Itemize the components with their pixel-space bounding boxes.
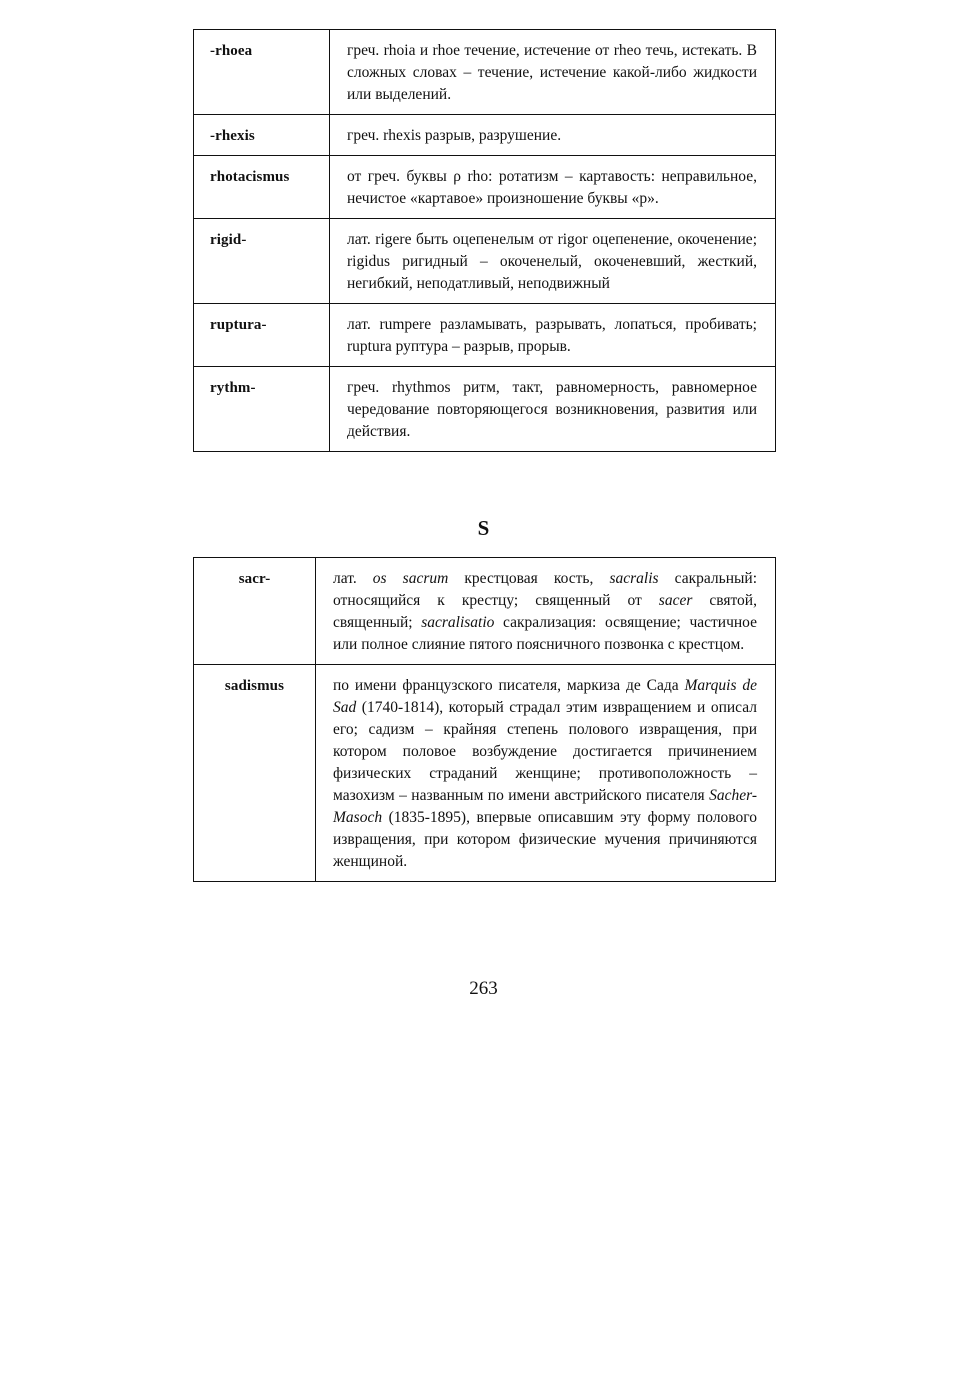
entry-definition: греч. rhoia и rhoe течение, истечение от rheo течь, истекать. В сложных словах – течение, истечение какой-либо жидкости или выделений. bbox=[330, 30, 776, 115]
entry-term: -rhoea bbox=[194, 30, 330, 115]
entry-definition: лат. rigere быть оцепенелым от rigor оцепенение, окоченение; rigidus ригидный – окоченелый, окоченевший, жесткий, негибкий, неподатливый, неподвижный bbox=[330, 219, 776, 304]
table-row bbox=[194, 304, 776, 367]
entry-definition: греч. rhexis разрыв, разрушение. bbox=[330, 115, 776, 156]
entry-term: sacr- bbox=[194, 558, 316, 665]
page-number: 263 bbox=[469, 978, 498, 999]
entry-term: -rhexis bbox=[194, 115, 330, 156]
section-letter: S bbox=[477, 516, 490, 540]
entry-term: ruptura- bbox=[194, 304, 330, 367]
table-row bbox=[194, 115, 776, 156]
entry-term: sadismus bbox=[194, 665, 316, 882]
table-row bbox=[194, 156, 776, 219]
table-row bbox=[194, 30, 776, 115]
entry-term: rythm- bbox=[194, 367, 330, 452]
entry-definition: от греч. буквы ρ rho: ротатизм – картавость: неправильное, нечистое «картавое» произношение буквы «р». bbox=[330, 156, 776, 219]
table-row bbox=[194, 665, 776, 882]
entry-definition: лат. os sacrum крестцовая кость, sacralis сакральный: относящийся к крестцу; священный от sacer святой, священный; sacralisatio сакрализация: освящение; частичное или полное слияние пятого поясничного позвонка с крестцом. bbox=[316, 558, 776, 665]
entry-definition: по имени французского писателя, маркиза де Сада Marquis de Sad (1740-1814), который страдал этим извращением и описал его; садизм – крайняя степень полового извращения, при котором половое возбуждение достигается причинением физических страданий женщине; противоположность – мазохизм – названным по имени австрийского писателя Sacher-Masoch (1835-1895), впервые описавшим эту форму полового извращения, при котором физические мучения причиняются женщиной. bbox=[316, 665, 776, 882]
glossary-table-r bbox=[193, 29, 776, 452]
entry-definition: лат. rumpere разламывать, разрывать, лопаться, пробивать; ruptura руптура – разрыв, прорыв. bbox=[330, 304, 776, 367]
table-row bbox=[194, 367, 776, 452]
entry-term: rigid- bbox=[194, 219, 330, 304]
table-row bbox=[194, 558, 776, 665]
entry-term: rhotacismus bbox=[194, 156, 330, 219]
table-row bbox=[194, 219, 776, 304]
glossary-table-s bbox=[193, 557, 776, 882]
entry-definition: греч. rhythmos ритм, такт, равномерность, равномерное чередование повторяющегося возникновения, развития или действия. bbox=[330, 367, 776, 452]
